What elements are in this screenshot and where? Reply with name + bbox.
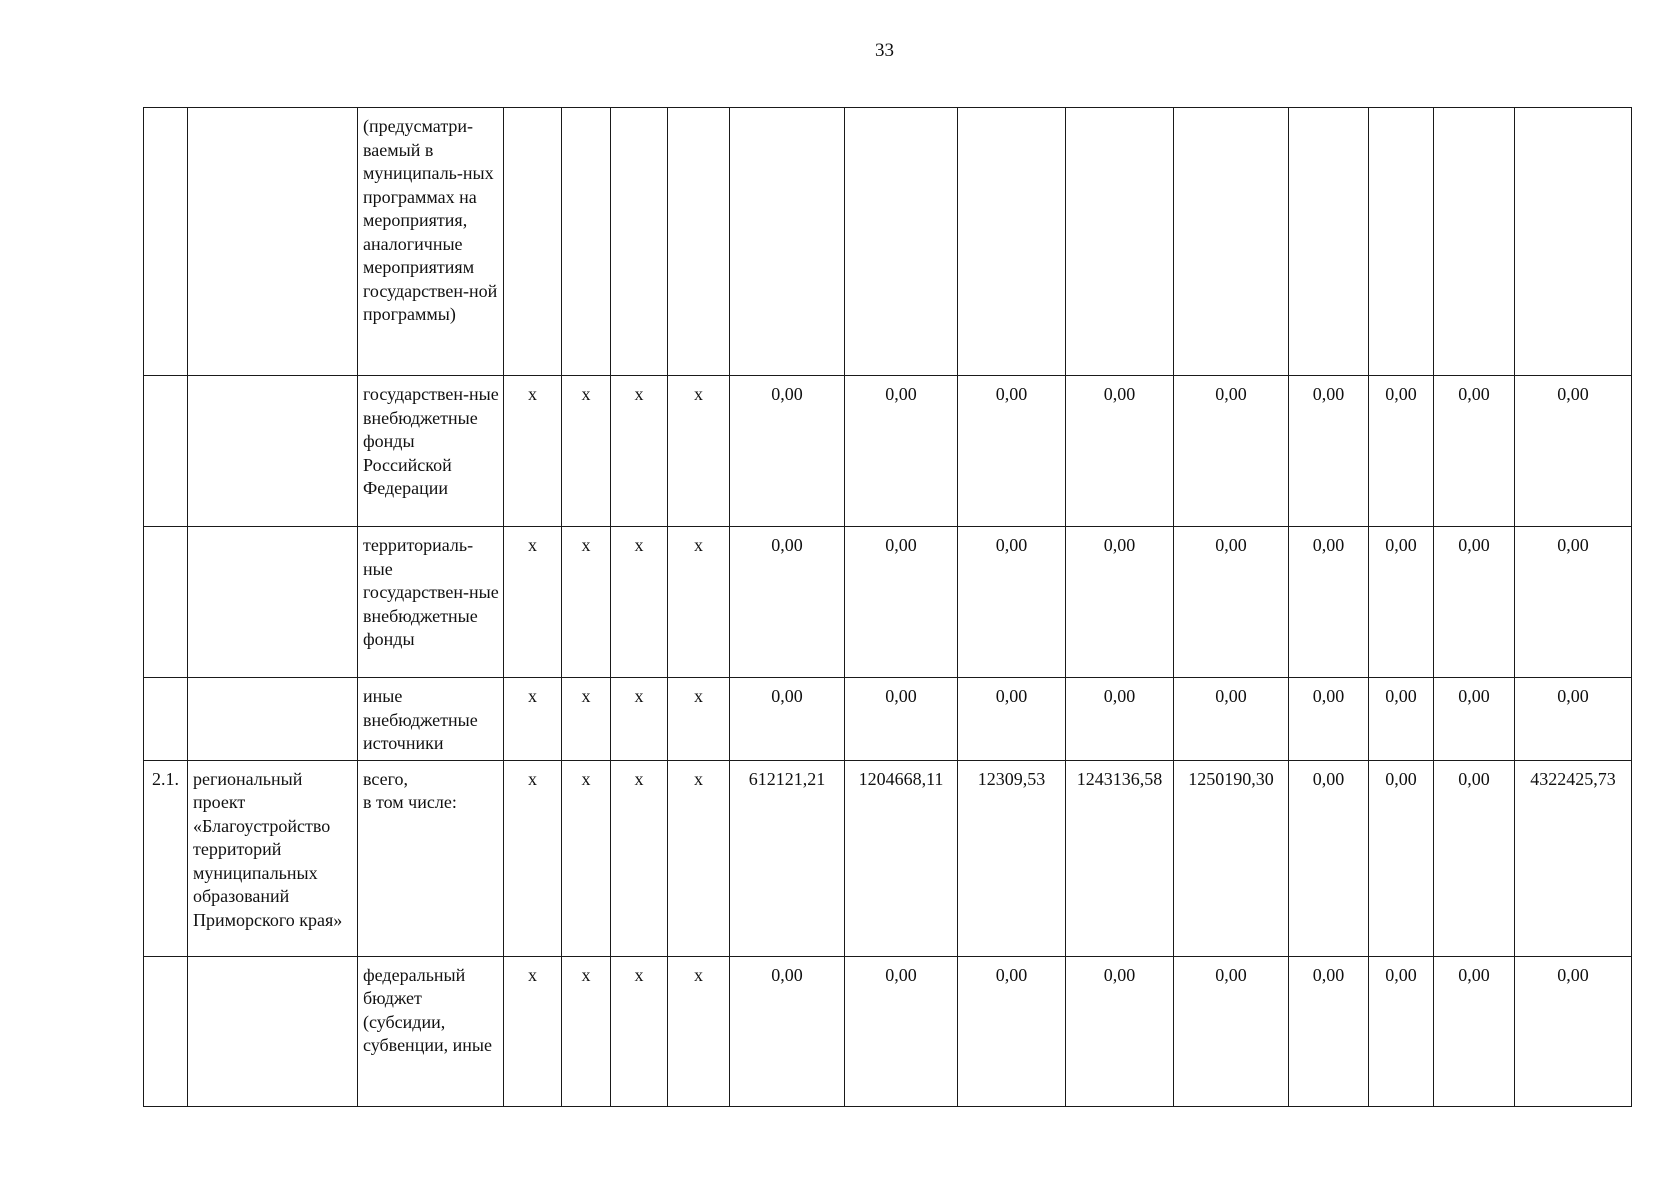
amount-cell: 0,00 (1515, 376, 1632, 527)
amount-cell (845, 108, 958, 376)
event-name-cell (188, 527, 358, 678)
amount-cell: 0,00 (1434, 527, 1515, 678)
code-cell: x (504, 760, 562, 956)
event-name-cell (188, 678, 358, 761)
funding-source-cell: государствен-ные внебюджетные фонды Российской Федерации (358, 376, 504, 527)
funding-source-cell: всего, в том числе: (358, 760, 504, 956)
amount-cell: 0,00 (1174, 956, 1289, 1106)
code-cell: x (668, 527, 730, 678)
code-cell: x (562, 527, 611, 678)
amount-cell (730, 108, 845, 376)
amount-cell: 0,00 (958, 376, 1066, 527)
row-number-cell: 2.1. (144, 760, 188, 956)
code-cell (611, 108, 668, 376)
amount-cell: 0,00 (1174, 678, 1289, 761)
code-cell: x (611, 527, 668, 678)
amount-cell: 0,00 (958, 956, 1066, 1106)
amount-cell: 0,00 (845, 376, 958, 527)
amount-cell (958, 108, 1066, 376)
code-cell: x (668, 956, 730, 1106)
amount-cell: 0,00 (958, 678, 1066, 761)
table-row (144, 527, 1632, 678)
amount-cell: 0,00 (1434, 760, 1515, 956)
row-number-cell (144, 527, 188, 678)
table-body (144, 108, 1632, 1107)
amount-cell: 0,00 (1369, 956, 1434, 1106)
amount-cell: 0,00 (845, 678, 958, 761)
amount-cell: 0,00 (1066, 527, 1174, 678)
amount-cell: 4322425,73 (1515, 760, 1632, 956)
amount-cell: 0,00 (1434, 376, 1515, 527)
amount-cell: 0,00 (1066, 956, 1174, 1106)
row-number-cell (144, 376, 188, 527)
amount-cell (1289, 108, 1369, 376)
amount-cell: 12309,53 (958, 760, 1066, 956)
amount-cell: 612121,21 (730, 760, 845, 956)
code-cell: x (611, 956, 668, 1106)
code-cell: x (668, 376, 730, 527)
code-cell (504, 108, 562, 376)
row-number-cell (144, 678, 188, 761)
amount-cell: 1204668,11 (845, 760, 958, 956)
table-row (144, 678, 1632, 761)
code-cell (562, 108, 611, 376)
code-cell: x (668, 678, 730, 761)
amount-cell: 0,00 (1515, 527, 1632, 678)
amount-cell: 0,00 (1289, 956, 1369, 1106)
code-cell (668, 108, 730, 376)
amount-cell: 0,00 (1066, 678, 1174, 761)
code-cell: x (504, 376, 562, 527)
amount-cell: 0,00 (1515, 956, 1632, 1106)
amount-cell: 0,00 (1369, 678, 1434, 761)
amount-cell: 0,00 (1289, 678, 1369, 761)
amount-cell: 0,00 (730, 527, 845, 678)
funding-source-cell: иные внебюджетные источники (358, 678, 504, 761)
code-cell: x (611, 376, 668, 527)
event-name-cell: региональный проект «Благоустройство территорий муниципальных образований Приморского края» (188, 760, 358, 956)
amount-cell: 0,00 (1369, 760, 1434, 956)
event-name-cell (188, 376, 358, 527)
funding-source-cell: федеральный бюджет (субсидии, субвенции, иные (358, 956, 504, 1106)
code-cell: x (504, 956, 562, 1106)
amount-cell: 0,00 (1289, 760, 1369, 956)
amount-cell (1434, 108, 1515, 376)
amount-cell: 0,00 (730, 376, 845, 527)
code-cell: x (611, 678, 668, 761)
funding-source-cell: (предусматри-ваемый в муниципаль-ных программах на мероприятия, аналогичные мероприятиям государствен-ной программы) (358, 108, 504, 376)
amount-cell (1369, 108, 1434, 376)
table-row (144, 376, 1632, 527)
funding-source-cell: территориаль-ные государствен-ные внебюджетные фонды (358, 527, 504, 678)
amount-cell: 0,00 (1289, 527, 1369, 678)
code-cell: x (504, 527, 562, 678)
code-cell: x (611, 760, 668, 956)
amount-cell: 0,00 (1174, 376, 1289, 527)
code-cell: x (562, 760, 611, 956)
page-number: 33 (875, 40, 894, 61)
amount-cell (1174, 108, 1289, 376)
amount-cell: 0,00 (845, 527, 958, 678)
event-name-cell (188, 108, 358, 376)
table-row (144, 956, 1632, 1106)
amount-cell: 0,00 (958, 527, 1066, 678)
amount-cell: 0,00 (730, 956, 845, 1106)
amount-cell: 0,00 (1434, 956, 1515, 1106)
amount-cell: 0,00 (1515, 678, 1632, 761)
amount-cell: 0,00 (1174, 527, 1289, 678)
code-cell: x (562, 678, 611, 761)
table-row (144, 760, 1632, 956)
amount-cell: 0,00 (845, 956, 958, 1106)
amount-cell: 1250190,30 (1174, 760, 1289, 956)
code-cell: x (562, 376, 611, 527)
amount-cell: 0,00 (1289, 376, 1369, 527)
amount-cell: 0,00 (1369, 527, 1434, 678)
table-row (144, 108, 1632, 376)
amount-cell: 0,00 (1066, 376, 1174, 527)
code-cell: x (504, 678, 562, 761)
code-cell: x (668, 760, 730, 956)
code-cell: x (562, 956, 611, 1106)
amount-cell (1515, 108, 1632, 376)
amount-cell (1066, 108, 1174, 376)
amount-cell: 0,00 (730, 678, 845, 761)
row-number-cell (144, 956, 188, 1106)
row-number-cell (144, 108, 188, 376)
event-name-cell (188, 956, 358, 1106)
amount-cell: 0,00 (1369, 376, 1434, 527)
budget-table (143, 107, 1632, 1107)
amount-cell: 1243136,58 (1066, 760, 1174, 956)
amount-cell: 0,00 (1434, 678, 1515, 761)
